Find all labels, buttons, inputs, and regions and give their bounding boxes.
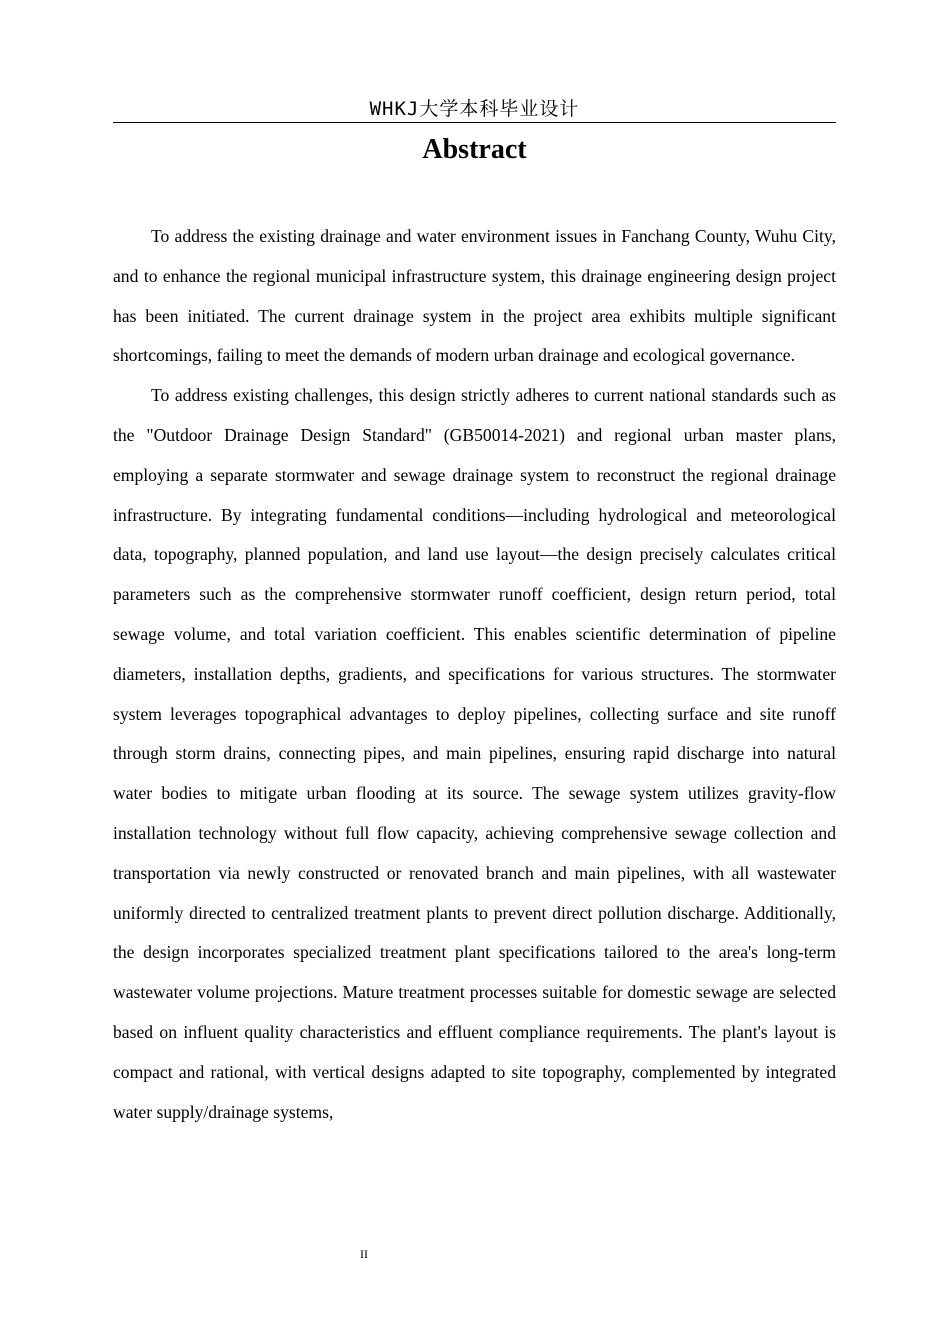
abstract-paragraph-2: To address existing challenges, this design strictly adheres to current national standards such as the "Outdoor Drainage Design Standard" (GB50014-2021) and regional urban master plans, employing a separate stormwater and sewage drainage system to reconstruct the regional drainage infrastructure. By integrating fundamental conditions—including hydrological and meteorological data, topography, planned population, and land use layout—the design precisely calculates critical parameters such as the comprehensive stormwater runoff coefficient, design return period, total sewage volume, and total variation coefficient. This enables scientific determination of pipeline diameters, installation depths, gradients, and specifications for various structures. The stormwater system leverages topographical advantages to deploy pipelines, collecting surface and site runoff through storm drains, connecting pipes, and main pipelines, ensuring rapid discharge into natural water bodies to mitigate urban flooding at its source. The sewage system utilizes gravity-flow installation technology without full flow capacity, achieving comprehensive sewage collection and transportation via newly constructed or renovated branch and main pipelines, with all wastewater uniformly directed to centralized treatment plants to prevent direct pollution discharge. Additionally, the design incorporates specialized treatment plant specifications tailored to the area's long-term wastewater volume projections. Mature treatment processes suitable for domestic sewage are selected based on influent quality characteristics and effluent compliance requirements. The plant's layout is compact and rational, with vertical designs adapted to site topography, complemented by integrated water supply/drainage systems, — [113, 385, 836, 1122]
page-number: II — [360, 1247, 368, 1261]
running-header: WHKJ大学本科毕业设计 — [369, 98, 580, 120]
abstract-title: Abstract — [422, 134, 527, 165]
header-rule — [113, 122, 836, 123]
abstract-body — [113, 217, 836, 1132]
abstract-paragraph-1: To address the existing drainage and water environment issues in Fanchang County, Wuhu City, and to enhance the regional municipal infrastructure system, this drainage engineering design project has been initiated. The current drainage system in the project area exhibits multiple significant shortcomings, failing to meet the demands of modern urban drainage and ecological governance. — [113, 226, 836, 366]
